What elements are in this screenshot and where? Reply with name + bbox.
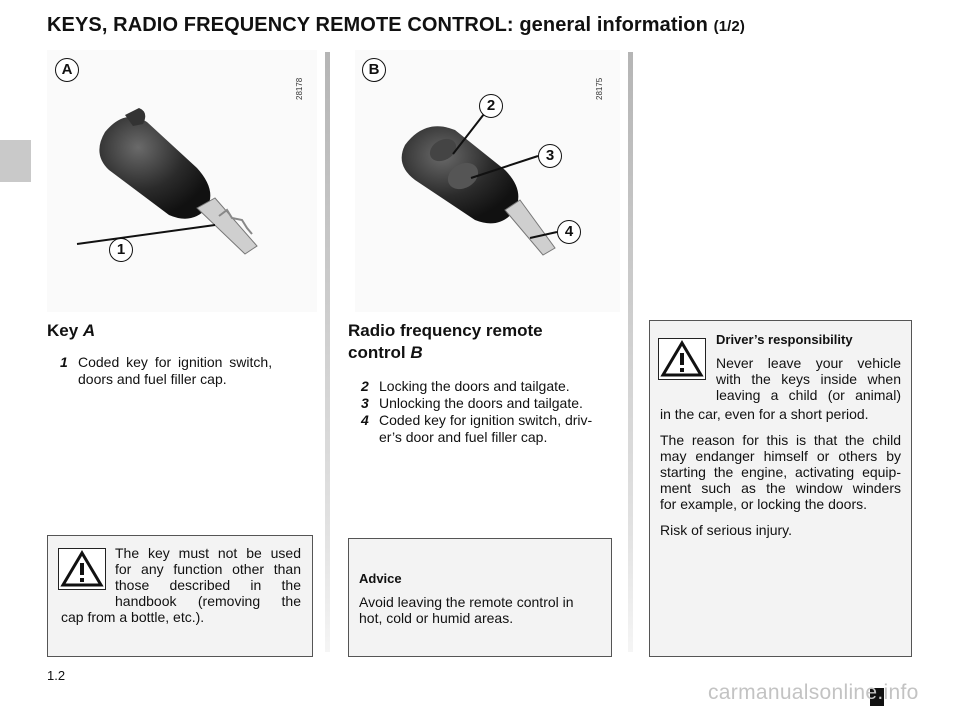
risk-line: Risk of serious injury.	[660, 522, 793, 538]
key-use-warning-box	[47, 535, 313, 657]
driver-line-2: with the keys inside when	[716, 371, 901, 387]
driver-line-3: leaving a child (or animal)	[716, 387, 901, 403]
callout-4: 4	[557, 220, 581, 244]
warning-line-2: for any function other than	[115, 561, 301, 577]
item-1-line-1: Coded key for ignition switch,	[78, 354, 273, 370]
figure-b-code: 28175	[595, 77, 604, 100]
remote-heading-line-2: control	[348, 343, 406, 362]
advice-title: Advice	[359, 571, 402, 586]
figure-b	[355, 50, 620, 312]
item-4-number: 4	[361, 412, 369, 428]
column-divider-1	[325, 52, 330, 652]
column-divider-2	[628, 52, 633, 652]
key-a-heading-ref: A	[82, 321, 96, 340]
item-4-line-1: Coded key for ignition switch, driv-	[379, 412, 593, 428]
title-suffix: (1/2)	[713, 18, 745, 35]
warning-line-1: The key must not be used	[115, 545, 301, 561]
item-2-text: Locking the doors and tailgate.	[379, 378, 570, 394]
reason-line-3: starting the engine, activating equip-	[660, 464, 901, 480]
watermark: carmanualsonline.info	[708, 681, 919, 704]
remote-control-heading	[348, 320, 543, 364]
driver-reason-paragraph	[660, 432, 901, 512]
key-a-heading-text: Key	[47, 321, 79, 340]
section-tab	[0, 140, 31, 182]
key-a-illustration	[47, 50, 317, 312]
warning-line-3: those described in the	[115, 577, 301, 593]
item-3-text: Unlocking the doors and tailgate.	[379, 395, 583, 411]
driver-line-4: in the car, even for a short period.	[660, 406, 869, 422]
item-1-line-2: doors and fuel filler cap.	[78, 371, 227, 387]
driver-warning-indented	[716, 355, 901, 403]
driver-responsibility-title: Driver’s responsibility	[716, 332, 853, 347]
key-a-list	[60, 354, 310, 394]
reason-line-4: ment such as the window winders	[660, 480, 901, 496]
warning-text-block	[115, 545, 301, 609]
title-main: KEYS, RADIO FREQUENCY REMOTE CONTROL: general information	[47, 14, 708, 36]
remote-heading-ref: B	[410, 343, 423, 362]
warning-line-4: handbook (removing the	[115, 593, 301, 609]
figure-a-letter: A	[55, 58, 79, 82]
figure-a	[47, 50, 317, 312]
advice-line-2: hot, cold or humid areas.	[359, 610, 514, 626]
driver-line-1: Never leave your vehicle	[716, 355, 901, 371]
page-number: 1.2	[47, 668, 66, 683]
advice-box	[348, 538, 612, 657]
warning-icon	[58, 548, 106, 590]
remote-key-b-illustration	[355, 50, 620, 312]
item-3-number: 3	[361, 395, 369, 411]
reason-line-1: The reason for this is that the child	[660, 432, 901, 448]
item-1-number: 1	[60, 354, 68, 370]
item-2-number: 2	[361, 378, 369, 394]
callout-1: 1	[109, 238, 133, 262]
driver-responsibility-box	[649, 320, 912, 657]
figure-b-letter: B	[362, 58, 386, 82]
advice-line-1: Avoid leaving the remote control in	[359, 594, 574, 610]
advice-text	[359, 594, 604, 626]
callout-3: 3	[538, 144, 562, 168]
reason-line-2: may endanger himself or others by	[660, 448, 901, 464]
item-4-line-2: er’s door and fuel filler cap.	[379, 429, 548, 445]
warning-icon	[658, 338, 706, 380]
figure-a-code: 28178	[295, 77, 304, 100]
remote-list	[361, 378, 616, 448]
remote-heading-line-1: Radio frequency remote	[348, 321, 543, 340]
warning-last-line: cap from a bottle, etc.).	[61, 609, 205, 625]
key-a-heading	[47, 320, 95, 342]
page-title	[47, 14, 745, 37]
reason-line-5: for example, or locking the doors.	[660, 496, 867, 512]
callout-2: 2	[479, 94, 503, 118]
